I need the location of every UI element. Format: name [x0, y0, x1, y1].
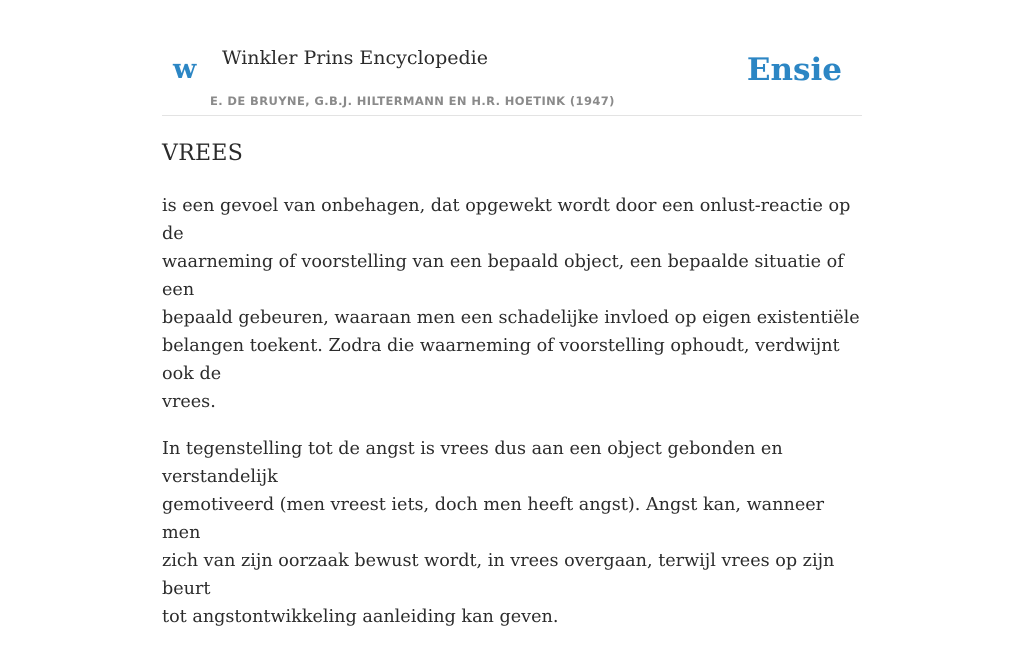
source-header — [162, 0, 862, 116]
paragraph-line: belangen toekent. Zodra die waarneming of voorstelling ophoudt, verdwijnt ook de — [162, 336, 840, 384]
paragraph-line: zich van zijn oorzaak bewust wordt, in vrees overgaan, terwijl vrees op zijn beurt — [162, 551, 835, 599]
entry-paragraph-2 — [162, 435, 862, 631]
entry-content — [162, 192, 862, 650]
paragraph-line: bepaald gebeuren, waaraan men een schadelijke invloed op eigen existentiële — [162, 308, 860, 328]
source-logo-icon[interactable]: w — [173, 54, 197, 85]
source-title-link[interactable]: Winkler Prins Encyclopedie — [222, 47, 488, 69]
ensie-logo-link[interactable]: Ensie — [746, 52, 842, 88]
paragraph-line: tot angstontwikkeling aanleiding kan geven. — [162, 607, 559, 627]
paragraph-line: gemotiveerd (men vreest iets, doch men heeft angst). Angst kan, wanneer men — [162, 495, 825, 543]
paragraph-line: waarneming of voorstelling van een bepaald object, een bepaalde situatie of een — [162, 252, 844, 300]
paragraph-line: In tegenstelling tot de angst is vrees dus aan een object gebonden en verstandelijk — [162, 439, 783, 487]
source-authors: E. DE BRUYNE, G.B.J. HILTERMANN EN H.R. HOETINK (1947) — [210, 94, 615, 108]
article-page — [162, 0, 862, 627]
entry-paragraph-1 — [162, 192, 862, 416]
entry-title: VREES — [162, 141, 244, 166]
paragraph-line: is een gevoel van onbehagen, dat opgewekt wordt door een onlust-reactie op de — [162, 196, 851, 244]
paragraph-line: vrees. — [162, 392, 216, 412]
